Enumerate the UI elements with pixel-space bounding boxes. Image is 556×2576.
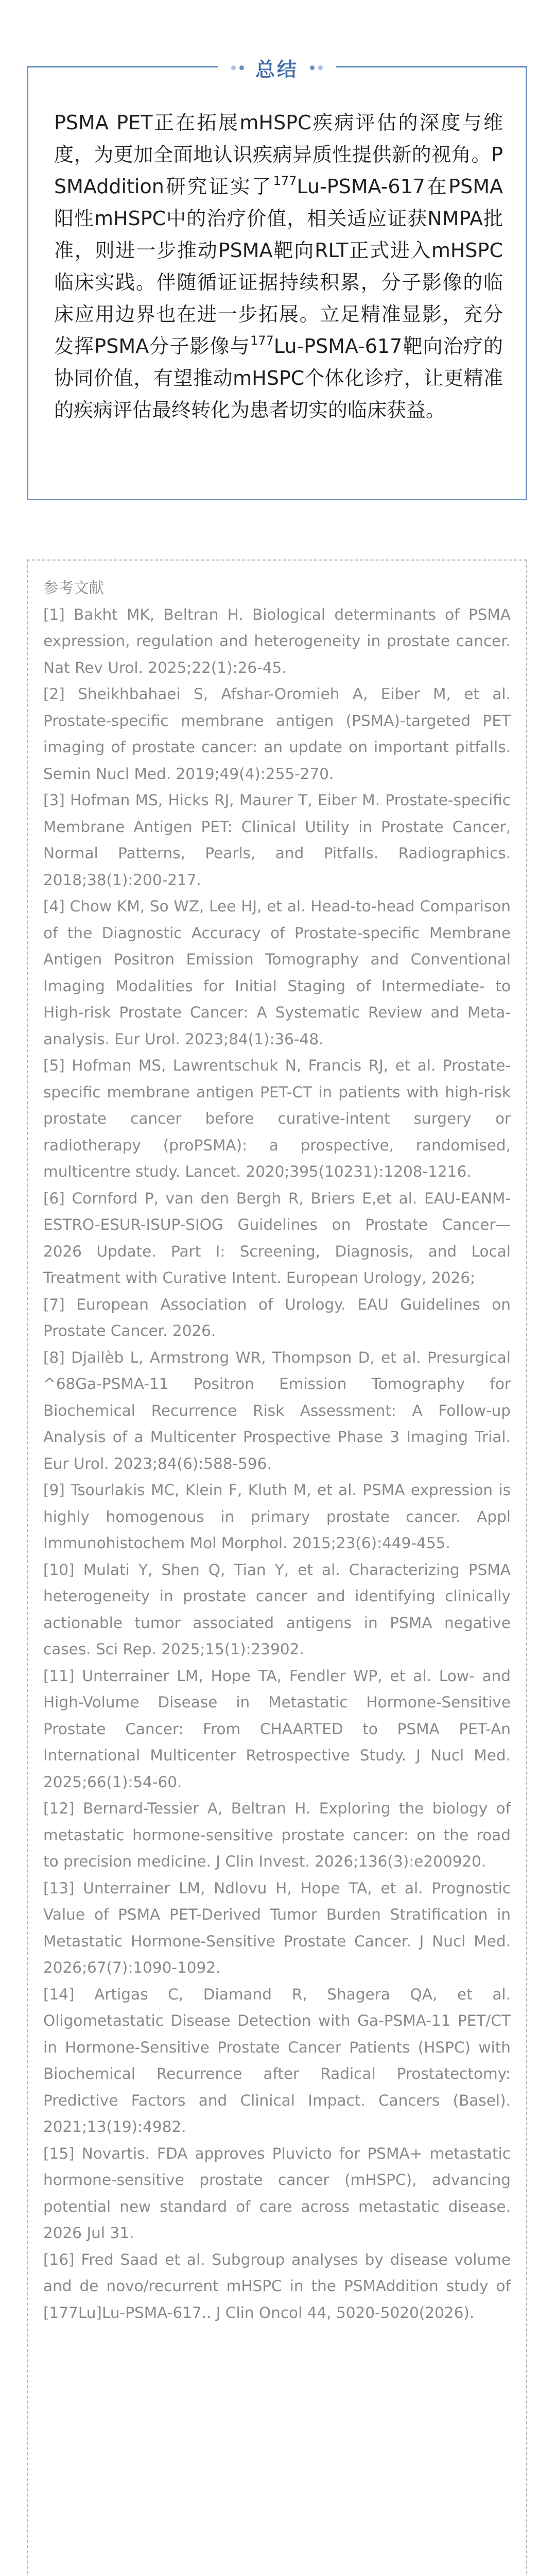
reference-item: [11] Unterrainer LM, Hope TA, Fendler WP, et al. Low- and High-Volume Disease in Metastatic Hormone-Sensitive Prostate Cancer: From CHAARTED to PSMA PET-An International Multicenter Retrospective Study. J Nucl Med. 2025;66(1):54-60. — [43, 1667, 511, 1791]
reference-item: [2] Sheikhbahaei S, Afshar-Oromieh A, Eiber M, et al. Prostate-specific membrane antigen (PSMA)-targeted PET imaging of prostate cancer: an update on important pitfalls. Semin Nucl Med. 2019;49(4):255-270. — [43, 685, 511, 783]
reference-item: [13] Unterrainer LM, Ndlovu H, Hope TA, et al. Prognostic Value of PSMA PET-Derived Tumor Burden Stratification in Metastatic Hormone-Sensitive Prostate Cancer. J Nucl Med. 2026;67(7):1090-1092. — [43, 1879, 511, 1976]
right-dots-decoration — [310, 65, 323, 70]
summary-box — [27, 58, 527, 500]
references-heading: 参考文献 — [43, 579, 105, 597]
dot-icon — [318, 65, 323, 70]
reference-item: [6] Cornford P, van den Bergh R, Briers E,et al. EAU-EANM-ESTRO-ESUR-ISUP-SIOG Guidelines on Prostate Cancer—2026 Update. Part I: Screening, Diagnosis, and Local Treatment with Curative Intent. European Urology, 2026; — [43, 1189, 511, 1286]
references-list — [43, 575, 511, 2326]
reference-item: [8] Djailèb L, Armstrong WR, Thompson D, et al. Presurgical ^68Ga-PSMA-11 Positron Emission Tomography for Biochemical Recurrence Risk Assessment: A Follow-up Analysis of a Multicenter Prospective Phase 3 Imaging Trial. Eur Urol. 2023;84(6):588-596. — [43, 1348, 511, 1472]
dot-icon — [310, 65, 315, 70]
isotope-superscript: 177 — [273, 174, 297, 188]
reference-item: [9] Tsourlakis MC, Klein F, Kluth M, et al. PSMA expression is highly homogenous in primary prostate cancer. Appl Immunohistochem Mol Morphol. 2015;23(6):449-455. — [43, 1481, 511, 1552]
reference-item: [1] Bakht MK, Beltran H. Biological determinants of PSMA expression, regulation and heterogeneity in prostate cancer. Nat Rev Urol. 2025;22(1):26-45. — [43, 605, 511, 676]
summary-label — [218, 56, 336, 79]
reference-item: [5] Hofman MS, Lawrentschuk N, Francis RJ, et al. Prostate-specific membrane antigen PET-CT in patients with high-risk prostate cancer before curative-intent surgery or radiotherapy (proPSMA): a prospective, randomised, multicentre study. Lancet. 2020;395(10231):1208-1216. — [43, 1057, 511, 1180]
reference-item: [15] Novartis. FDA approves Pluvicto for PSMA+ metastatic hormone-sensitive prostate cancer (mHSPC), advancing potential new standard of care across metastatic disease. 2026 Jul 31. — [43, 2144, 511, 2242]
summary-text-part: PSMA PET正在拓展mHSPC疾病评估的深度与维度，为更加全面地认识疾病异质性提供新的视角。PSMAddition研究证实了 — [54, 111, 503, 198]
reference-item: [14] Artigas C, Diamand R, Shagera QA, et al. Oligometastatic Disease Detection with Ga-PSMA-11 PET/CT in Hormone-Sensitive Prostate Cancer Patients (HSPC) with Biochemical Recurrence after Radical Prostatectomy: Predictive Factors and Clinical Impact. Cancers (Basel). 2021;13(19):4982. — [43, 1985, 511, 2136]
references-box — [27, 560, 527, 2576]
reference-item: [10] Mulati Y, Shen Q, Tian Y, et al. Characterizing PSMA heterogeneity in prostate cancer and identifying clinically actionable tumor associated antigens in PSMA negative cases. Sci Rep. 2025;15(1):23902. — [43, 1561, 511, 1658]
reference-item: [3] Hofman MS, Hicks RJ, Maurer T, Eiber M. Prostate-specific Membrane Antigen PET: Clinical Utility in Prostate Cancer, Normal Patterns, Pearls, and Pitfalls. Radiographics. 2018;38(1):200-217. — [43, 791, 511, 889]
summary-text-part: Lu-PSMA-617在PSMA阳性mHSPC中的治疗价值，相关适应证获NMPA批准，则进一步推动PSMA靶向RLT正式进入mHSPC临床实践。伴随循证证据持续积累，分子影像的临床应用边界也在进一步拓展。立足精准显影，充分发挥PSMA分子影像与 — [54, 175, 503, 358]
dot-icon — [239, 65, 244, 70]
dot-icon — [231, 65, 236, 70]
reference-item: [16] Fred Saad et al. Subgroup analyses by disease volume and de novo/recurrent mHSPC in the PSMAddition study of [177Lu]Lu-PSMA-617.. J Clin Oncol 44, 5020-5020(2026). — [43, 2250, 511, 2321]
reference-item: [12] Bernard-Tessier A, Beltran H. Exploring the biology of metastatic hormone-sensitive prostate cancer: on the road to precision medicine. J Clin Invest. 2026;136(3):e200920. — [43, 1800, 511, 1870]
summary-paragraph — [54, 107, 503, 426]
isotope-superscript: 177 — [250, 333, 274, 348]
reference-item: [7] European Association of Urology. EAU Guidelines on Prostate Cancer. 2026. — [43, 1295, 511, 1340]
left-dots-decoration — [231, 65, 244, 70]
reference-item: [4] Chow KM, So WZ, Lee HJ, et al. Head-to-head Comparison of the Diagnostic Accuracy of Prostate-specific Membrane Antigen Positron Emission Tomography and Conventional Imaging Modalities for Initial Staging of Intermediate- to High-risk Prostate Cancer: A Systematic Review and Meta-analysis. Eur Urol. 2023;84(1):36-48. — [43, 897, 511, 1048]
summary-title: 总结 — [255, 58, 299, 81]
summary-text-part: Lu-PSMA-617靶向治疗的协同价值，有望推动mHSPC个体化诊疗，让更精准的疾病评估最终转化为患者切实的临床获益。 — [54, 335, 503, 421]
